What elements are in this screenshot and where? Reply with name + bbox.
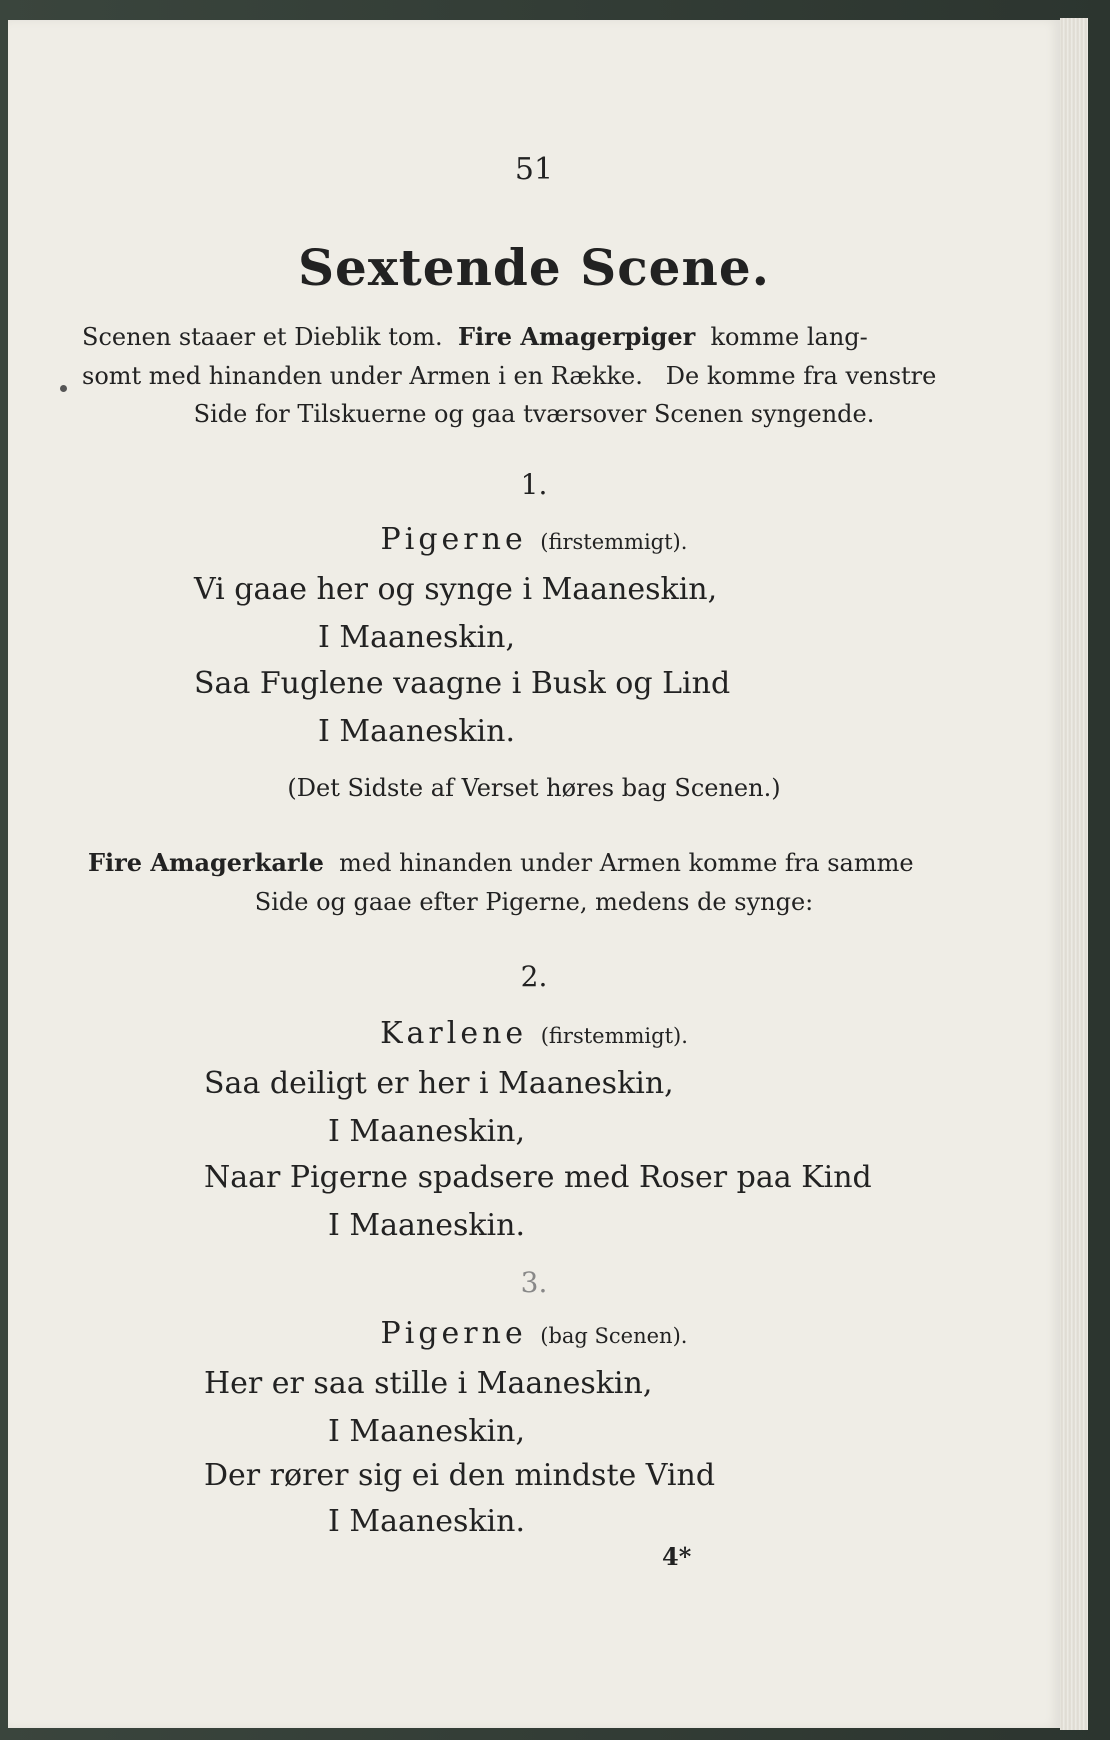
speaker-heading [8,1316,1060,1351]
lyric-line: Vi gaae her og synge i Maaneskin, [194,572,718,607]
stage-direction-line-1 [82,322,868,351]
verse-number: 2. [520,960,548,993]
speaker-qualifier: (firstemmigt). [540,1024,688,1048]
stage-direction-text: komme lang- [710,323,868,351]
speaker-qualifier: (bag Scenen). [540,1324,688,1348]
lyric-line: I Maaneskin, [328,1414,525,1449]
lyric-line: Her er saa stille i Maaneskin, [204,1366,653,1401]
men-direction-line-2: Side og gaae efter Pigerne, medens de synge: [254,888,814,916]
page-content [8,20,1060,1728]
speaker-heading [8,1016,1060,1051]
lyric-line: Der rører sig ei den mindste Vind [204,1458,716,1493]
speaker-name: Pigerne [380,1316,527,1351]
stage-direction-line-3: Side for Tilskuerne og gaa tværsover Scenen syngende. [193,400,875,428]
speaker-name: Pigerne [380,522,527,557]
page-edge [1060,18,1088,1730]
stage-direction-text: somt med hinanden under Armen i en Række. [82,362,643,390]
lyric-line: I Maaneskin, [318,620,515,655]
lyric-line: I Maaneskin. [328,1208,525,1243]
ink-dot [60,385,67,392]
lyric-line: I Maaneskin. [318,714,515,749]
men-direction-line-1 [88,848,914,877]
lyric-line: Saa deiligt er her i Maaneskin, [204,1066,674,1101]
men-direction-text: med hinanden under Armen komme fra samme [339,849,914,877]
stage-direction-text: De komme fra venstre [665,362,937,390]
lyric-line: Naar Pigerne spadsere med Roser paa Kind [204,1160,872,1195]
signature-mark: 4* [662,1542,692,1571]
lyric-line: I Maaneskin, [328,1114,525,1149]
verse-number: 3. [520,1266,548,1299]
page-number: 51 [514,152,554,187]
stage-direction-characters: Fire Amagerpiger [457,322,696,351]
stage-direction-text: Scenen staaer et Dieblik tom. [82,323,443,351]
verse-note: (Det Sidste af Verset høres bag Scenen.) [287,774,781,802]
scene-title: Sextende Scene. [297,238,771,297]
speaker-heading [8,522,1060,557]
lyric-line: I Maaneskin. [328,1504,525,1539]
stage-direction-line-2 [82,362,936,390]
lyric-line: Saa Fuglene vaagne i Busk og Lind [194,666,731,701]
verse-number: 1. [520,468,548,501]
speaker-name: Karlene [380,1016,528,1051]
speaker-qualifier: (firstemmigt). [540,530,688,554]
book-page [8,20,1060,1728]
men-direction-characters: Fire Amagerkarle [88,848,324,877]
